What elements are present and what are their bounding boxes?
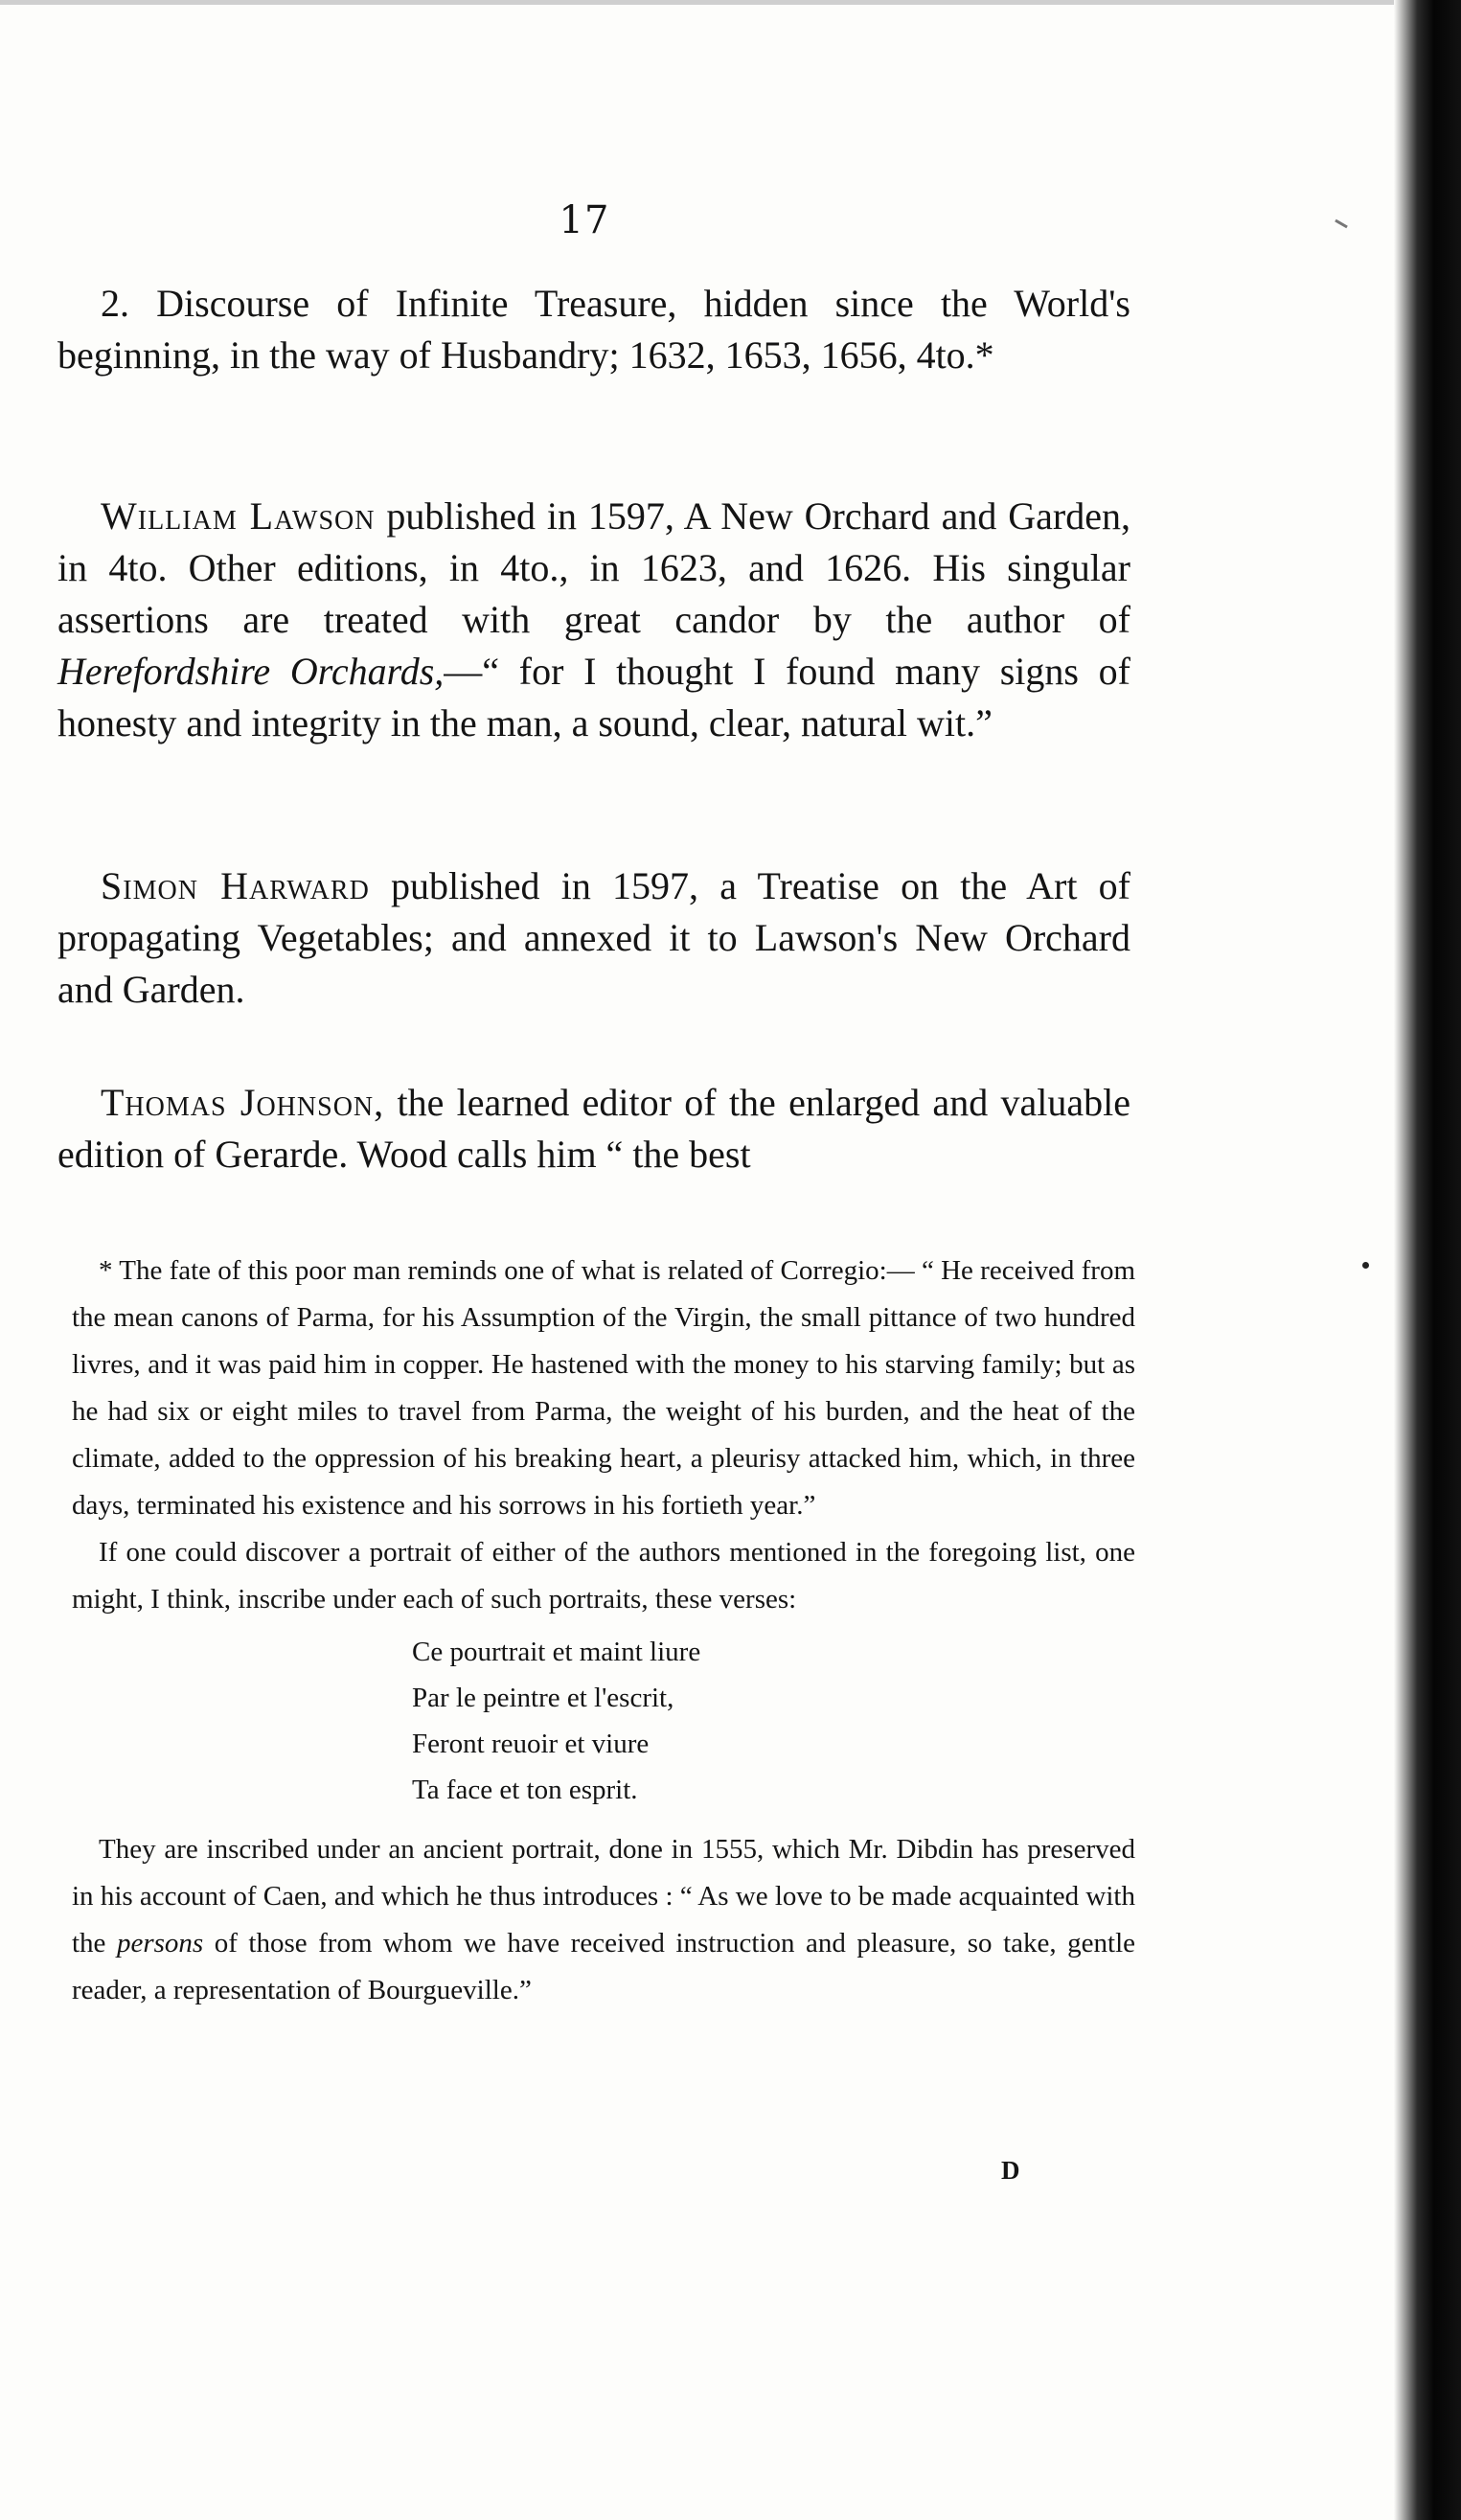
page-top-edge: [0, 0, 1461, 5]
footnotes: [72, 1248, 1135, 2014]
footnote-dibdin-text: They are inscribed under an ancient portrait, done in 1555, which Mr. Dibdin has preserved in his account of Caen, and which he thus introduces : “ As we love to be made acquainted with the: [72, 1834, 1135, 1959]
verse-line: Par le peintre et l'escrit,: [412, 1683, 674, 1713]
verse-line: Ta face et ton esprit.: [412, 1775, 638, 1805]
verse-block: [412, 1629, 1135, 1813]
entry-johnson-text: the learned editor of the enlarged and valuable edition of Gerarde. Wood calls him “ the best: [57, 1081, 1131, 1176]
author-name-lawson: William Lawson: [101, 494, 376, 538]
author-name-harward: Simon Harward: [101, 864, 370, 907]
entry-johnson: [57, 1077, 1130, 1180]
verse-line: Feront reuoir et viure: [412, 1729, 650, 1759]
verse-line: Ce pourtrait et maint liure: [412, 1637, 701, 1667]
margin-dot: [1362, 1262, 1369, 1269]
entry-lawson: [57, 491, 1130, 749]
page-binding-shadow: [1394, 0, 1461, 2520]
entry-harward-text: published in 1597, a Treatise on the Art of propagating Vegetables; and annexed it to Lawson's New Orchard and Garden.: [57, 864, 1130, 1011]
footnote-dibdin: [72, 1826, 1135, 2014]
footnote-portrait: If one could discover a portrait of either of the authors mentioned in the foregoing list, one might, I think, inscribe under each of such portraits, these verses:: [72, 1537, 1135, 1615]
book-title-herefordshire: Herefordshire Orchards,: [57, 650, 445, 693]
footnote-dibdin-italic: persons: [116, 1928, 204, 1959]
entry-lawson-text: published in 1597, A New Orchard and Garden, in 4to. Other editions, in 4to., in 1623, and 1626. His singular assertions are treated with great candor by the author of: [57, 494, 1130, 641]
entry-harward: [57, 860, 1130, 1016]
entry-discourse: [57, 278, 1130, 381]
footnote-dibdin-end: of those from whom we have received instruction and pleasure, so take, gentle reader, a representation of Bourgueville.”: [72, 1928, 1135, 2005]
signature-mark: D: [1001, 2156, 1021, 2185]
page-number: 17: [559, 198, 610, 242]
entry-discourse-text: 2. Discourse of Infinite Treasure, hidden since the World's beginning, in the way of Husbandry; 1632, 1653, 1656, 4to.*: [57, 282, 1130, 377]
author-name-johnson: Thomas Johnson,: [101, 1081, 385, 1124]
entry-lawson-quote: —“ for I thought I found many signs of honesty and integrity in the man, a sound, clear, natural wit.”: [57, 650, 1131, 745]
footnote-corregio: * The fate of this poor man reminds one of what is related of Corregio:— “ He received from the mean canons of Parma, for his Assumption of the Virgin, the small pittance of two hundred livres, and it was paid him in copper. He hastened with the money to his starving family; but as he had six or eight miles to travel from Parma, the weight of his burden, and the heat of the climate, added to the oppression of his breaking heart, a pleurisy attacked him, which, in three days, terminated his existence and his sorrows in his fortieth year.”: [72, 1255, 1135, 1521]
margin-mark: [1335, 219, 1348, 229]
